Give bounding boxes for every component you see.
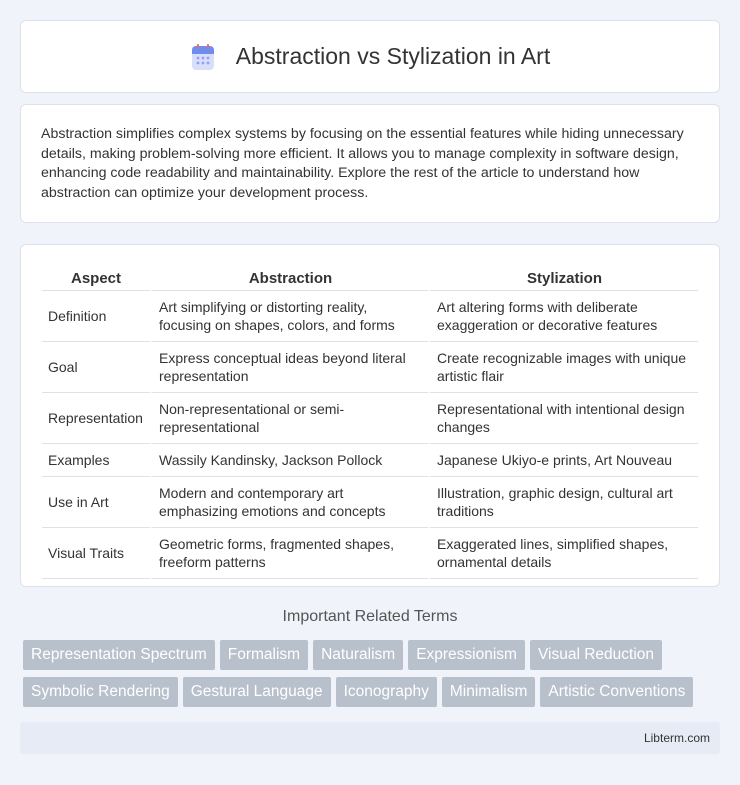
column-header: Aspect (42, 266, 150, 291)
intro-card (20, 104, 720, 223)
table-row (42, 342, 698, 393)
column-header: Stylization (428, 266, 698, 291)
footer (20, 722, 720, 754)
table-row (42, 444, 698, 477)
related-terms-title: Important Related Terms (282, 608, 458, 625)
table-cell-aspect: Representation (42, 393, 150, 444)
related-term-tag[interactable]: Gestural Language (183, 677, 331, 707)
table-cell-abstraction: Geometric forms, fragmented shapes, freeform patterns (150, 528, 428, 579)
related-term-tag[interactable]: Naturalism (313, 640, 403, 670)
page-title: Abstraction vs Stylization in Art (235, 43, 551, 69)
related-term-tag[interactable]: Visual Reduction (530, 640, 662, 670)
table-row (42, 291, 698, 342)
table-cell-aspect: Visual Traits (42, 528, 150, 579)
related-term-tag[interactable]: Representation Spectrum (23, 640, 215, 670)
related-term-tag[interactable]: Minimalism (442, 677, 536, 707)
table-cell-aspect: Goal (42, 342, 150, 393)
table-cell-abstraction: Express conceptual ideas beyond literal representation (150, 342, 428, 393)
table-cell-aspect: Use in Art (42, 477, 150, 528)
table-cell-stylization: Representational with intentional design changes (428, 393, 698, 444)
table-cell-stylization: Art altering forms with deliberate exaggeration or decorative features (428, 291, 698, 342)
table-row (42, 393, 698, 444)
table-cell-abstraction: Modern and contemporary art emphasizing emotions and concepts (150, 477, 428, 528)
document-icon (190, 43, 216, 71)
comparison-table-card (20, 244, 720, 587)
intro-text: Abstraction simplifies complex systems by focusing on the essential features while hiding unnecessary details, making problem-solving more efficient. It allows you to manage complexity in software design, enhancing code readability and maintainability. Explore the rest of the article to understand how abstraction can optimize your development process. (41, 126, 684, 201)
column-header: Abstraction (150, 266, 428, 291)
related-term-tag[interactable]: Iconography (336, 677, 437, 707)
table-row (42, 528, 698, 579)
table-cell-stylization: Exaggerated lines, simplified shapes, ornamental details (428, 528, 698, 579)
table-row (42, 477, 698, 528)
table-cell-abstraction: Non-representational or semi-representational (150, 393, 428, 444)
footer-site-link[interactable]: Libterm.com (643, 731, 710, 745)
related-term-tag[interactable]: Symbolic Rendering (23, 677, 178, 707)
table-header-row (42, 266, 698, 291)
related-term-tag[interactable]: Expressionism (408, 640, 525, 670)
table-cell-stylization: Illustration, graphic design, cultural art traditions (428, 477, 698, 528)
table-cell-stylization: Japanese Ukiyo-e prints, Art Nouveau (428, 444, 698, 477)
table-cell-abstraction: Wassily Kandinsky, Jackson Pollock (150, 444, 428, 477)
table-cell-stylization: Create recognizable images with unique artistic flair (428, 342, 698, 393)
header-card (20, 20, 720, 93)
related-terms-list (23, 640, 723, 714)
table-cell-aspect: Definition (42, 291, 150, 342)
comparison-table (42, 266, 698, 579)
table-cell-abstraction: Art simplifying or distorting reality, focusing on shapes, colors, and forms (150, 291, 428, 342)
table-cell-aspect: Examples (42, 444, 150, 477)
related-term-tag[interactable]: Artistic Conventions (540, 677, 693, 707)
related-term-tag[interactable]: Formalism (220, 640, 308, 670)
